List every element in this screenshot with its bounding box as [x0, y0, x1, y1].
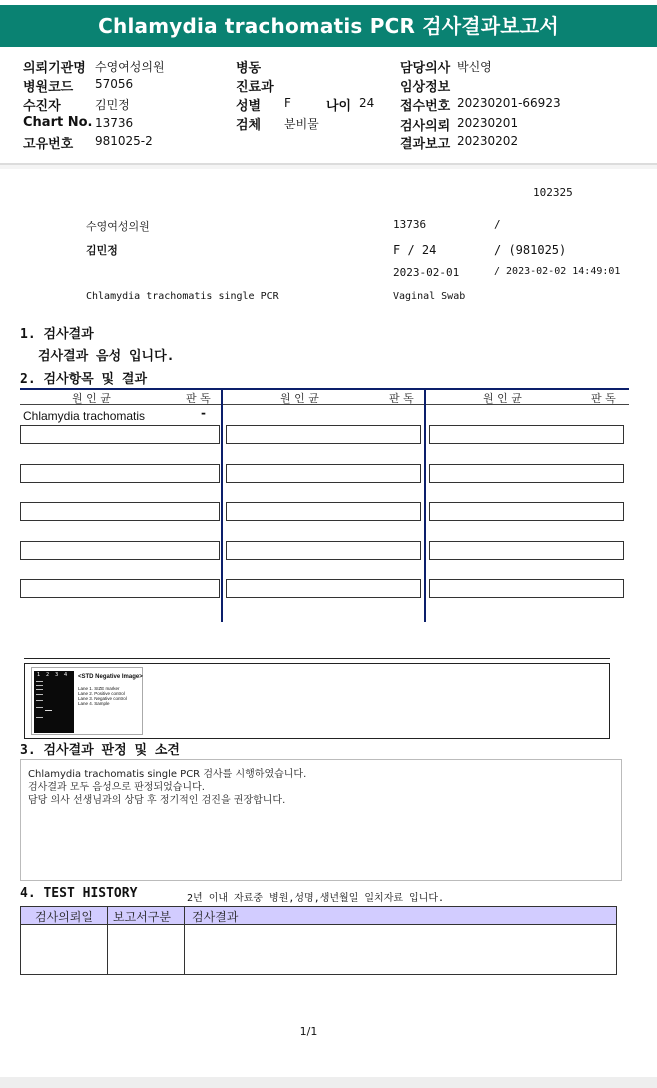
report-title: Chlamydia trachomatis PCR 검사결과보고서	[0, 5, 657, 47]
hospital-code-row	[23, 76, 134, 95]
summary-specimen: Vaginal Swab	[393, 291, 466, 302]
lane-number: 2	[46, 672, 50, 678]
institution-label: 의뢰기관명	[23, 61, 86, 76]
chart-value: 13736	[95, 116, 134, 130]
summary-report-datetime: / 2023-02-02 14:49:01	[494, 266, 621, 277]
marker-band	[36, 707, 43, 708]
section3-title: 3. 검사결과 판정 및 소견	[20, 743, 180, 758]
page-number: 1/1	[299, 1025, 318, 1038]
hospital-code-value: 57056	[95, 77, 134, 91]
institution-row	[23, 57, 165, 76]
specimen-label: 검체	[236, 118, 262, 133]
col-judgement-3: 판 독	[591, 392, 616, 405]
marker-band	[36, 689, 43, 690]
receipt-label: 접수번호	[400, 99, 451, 114]
image-top-rule	[24, 658, 610, 659]
gel-legend-item: Lane 3. Negative control	[78, 696, 127, 701]
clinical-row	[400, 76, 450, 95]
ward-label: 병동	[236, 61, 262, 76]
doctor-value: 박신영	[457, 60, 492, 74]
grid-header-underline	[20, 404, 629, 405]
receipt-row	[400, 95, 561, 114]
result-box	[226, 541, 421, 560]
report-date-label: 결과보고	[400, 137, 451, 152]
marker-band	[36, 717, 43, 718]
opinion-line: 담당 의사 선생님과의 상담 후 정기적인 검진을 권장합니다.	[28, 795, 286, 806]
section4-title: 4. TEST HISTORY	[20, 886, 138, 901]
summary-chart: 13736	[393, 218, 427, 231]
request-date-value: 20230201	[457, 116, 519, 130]
gel-image	[34, 671, 74, 733]
sex-label: 성별	[236, 99, 262, 114]
summary-test-name: Chlamydia trachomatis single PCR	[86, 291, 279, 302]
result-box	[429, 502, 624, 521]
marker-band	[36, 681, 43, 682]
section1-title: 1. 검사결과	[20, 327, 94, 342]
history-col-divider	[184, 907, 185, 974]
marker-band	[36, 685, 43, 686]
age-value: 24	[359, 96, 375, 110]
lane-number: 3	[55, 672, 59, 678]
request-date-row	[400, 115, 519, 134]
age-label: 나이	[326, 99, 352, 114]
history-col-divider	[107, 907, 108, 974]
chart-label: Chart No.	[23, 115, 93, 130]
patient-value: 김민정	[95, 98, 130, 112]
summary-request-date: 2023-02-01	[393, 266, 460, 279]
patient-label: 수진자	[23, 99, 61, 114]
result-box	[20, 541, 220, 560]
history-col-result: 검사결과	[192, 910, 239, 924]
marker-band	[36, 694, 43, 695]
history-col-report-type: 보고서구분	[113, 910, 171, 924]
gel-title: <STD Negative Image>	[78, 674, 143, 680]
unique-row	[23, 133, 153, 152]
doctor-label: 담당의사	[400, 61, 451, 76]
section2-title: 2. 검사항목 및 결과	[20, 372, 148, 387]
report-date-value: 20230202	[457, 134, 519, 148]
result-box	[226, 579, 421, 598]
receipt-value: 20230201-66923	[457, 96, 561, 110]
grid-top-border	[20, 388, 629, 390]
summary-slash: /	[494, 218, 501, 231]
lane-number: 1	[37, 672, 41, 678]
report-date-row	[400, 133, 519, 152]
institution-value: 수영여성의원	[95, 60, 165, 74]
sex-row	[236, 95, 291, 114]
header-gap	[0, 165, 657, 169]
gel-legend-item: Lane 2. Positive control	[78, 691, 125, 696]
col-pathogen-1: 원 인 균	[72, 392, 111, 405]
col-pathogen-3: 원 인 균	[483, 392, 522, 405]
summary-sex-age: F / 24	[393, 243, 437, 257]
specimen-row	[236, 114, 319, 133]
opinion-line: 검사결과 모두 음성으로 판정되었습니다.	[28, 782, 205, 793]
sex-value: F	[284, 96, 291, 110]
ward-row	[236, 57, 261, 76]
result-box	[429, 579, 624, 598]
result-box	[20, 502, 220, 521]
pathogen-name: Chlamydia trachomatis	[23, 409, 146, 423]
unique-value: 981025-2	[95, 134, 153, 148]
pathogen-result: -	[201, 406, 206, 420]
gel-legend-item: Lane 1. SIZE marker	[78, 686, 120, 691]
dept-row	[236, 76, 274, 95]
chart-row	[23, 115, 134, 130]
positive-band	[45, 710, 52, 711]
history-note: 2년 이내 자료중 병원,성명,생년월일 일치자료 입니다.	[187, 893, 445, 904]
opinion-line: Chlamydia trachomatis single PCR 검사를 시행하였습니다.	[28, 769, 307, 780]
history-col-request-date: 검사의뢰일	[35, 910, 93, 924]
gel-legend-item: Lane 4. Sample	[78, 701, 110, 706]
result-box	[226, 502, 421, 521]
result-box	[20, 425, 220, 444]
result-box	[226, 464, 421, 483]
lane-number: 4	[64, 672, 68, 678]
summary-patient: 김민정	[86, 244, 118, 257]
age-row	[326, 95, 375, 114]
summary-institution: 수영여성의원	[86, 220, 150, 233]
col-judgement-2: 판 독	[389, 392, 414, 405]
patient-row	[23, 95, 130, 114]
gel-image-card	[31, 667, 143, 735]
col-pathogen-2: 원 인 균	[280, 392, 319, 405]
clinical-label: 임상정보	[400, 80, 451, 95]
result-box	[20, 464, 220, 483]
history-table	[20, 906, 617, 975]
result-box	[226, 425, 421, 444]
hospital-code-label: 병원코드	[23, 80, 74, 95]
section1-result: 검사결과 음성 입니다.	[38, 349, 175, 364]
result-box	[429, 541, 624, 560]
history-header	[21, 907, 616, 925]
marker-band	[36, 700, 43, 701]
request-date-label: 검사의뢰	[400, 119, 451, 134]
unique-label: 고유번호	[23, 137, 74, 152]
result-box	[20, 579, 220, 598]
report-code: 102325	[533, 186, 573, 199]
doctor-row	[400, 57, 492, 76]
grid-divider-1	[221, 388, 223, 622]
grid-divider-2	[424, 388, 426, 622]
footer-band	[0, 1077, 657, 1088]
result-box	[429, 464, 624, 483]
summary-birth: / (981025)	[494, 243, 567, 257]
specimen-value: 분비물	[284, 117, 319, 131]
dept-label: 진료과	[236, 80, 274, 95]
result-box	[429, 425, 624, 444]
col-judgement-1: 판 독	[186, 392, 211, 405]
